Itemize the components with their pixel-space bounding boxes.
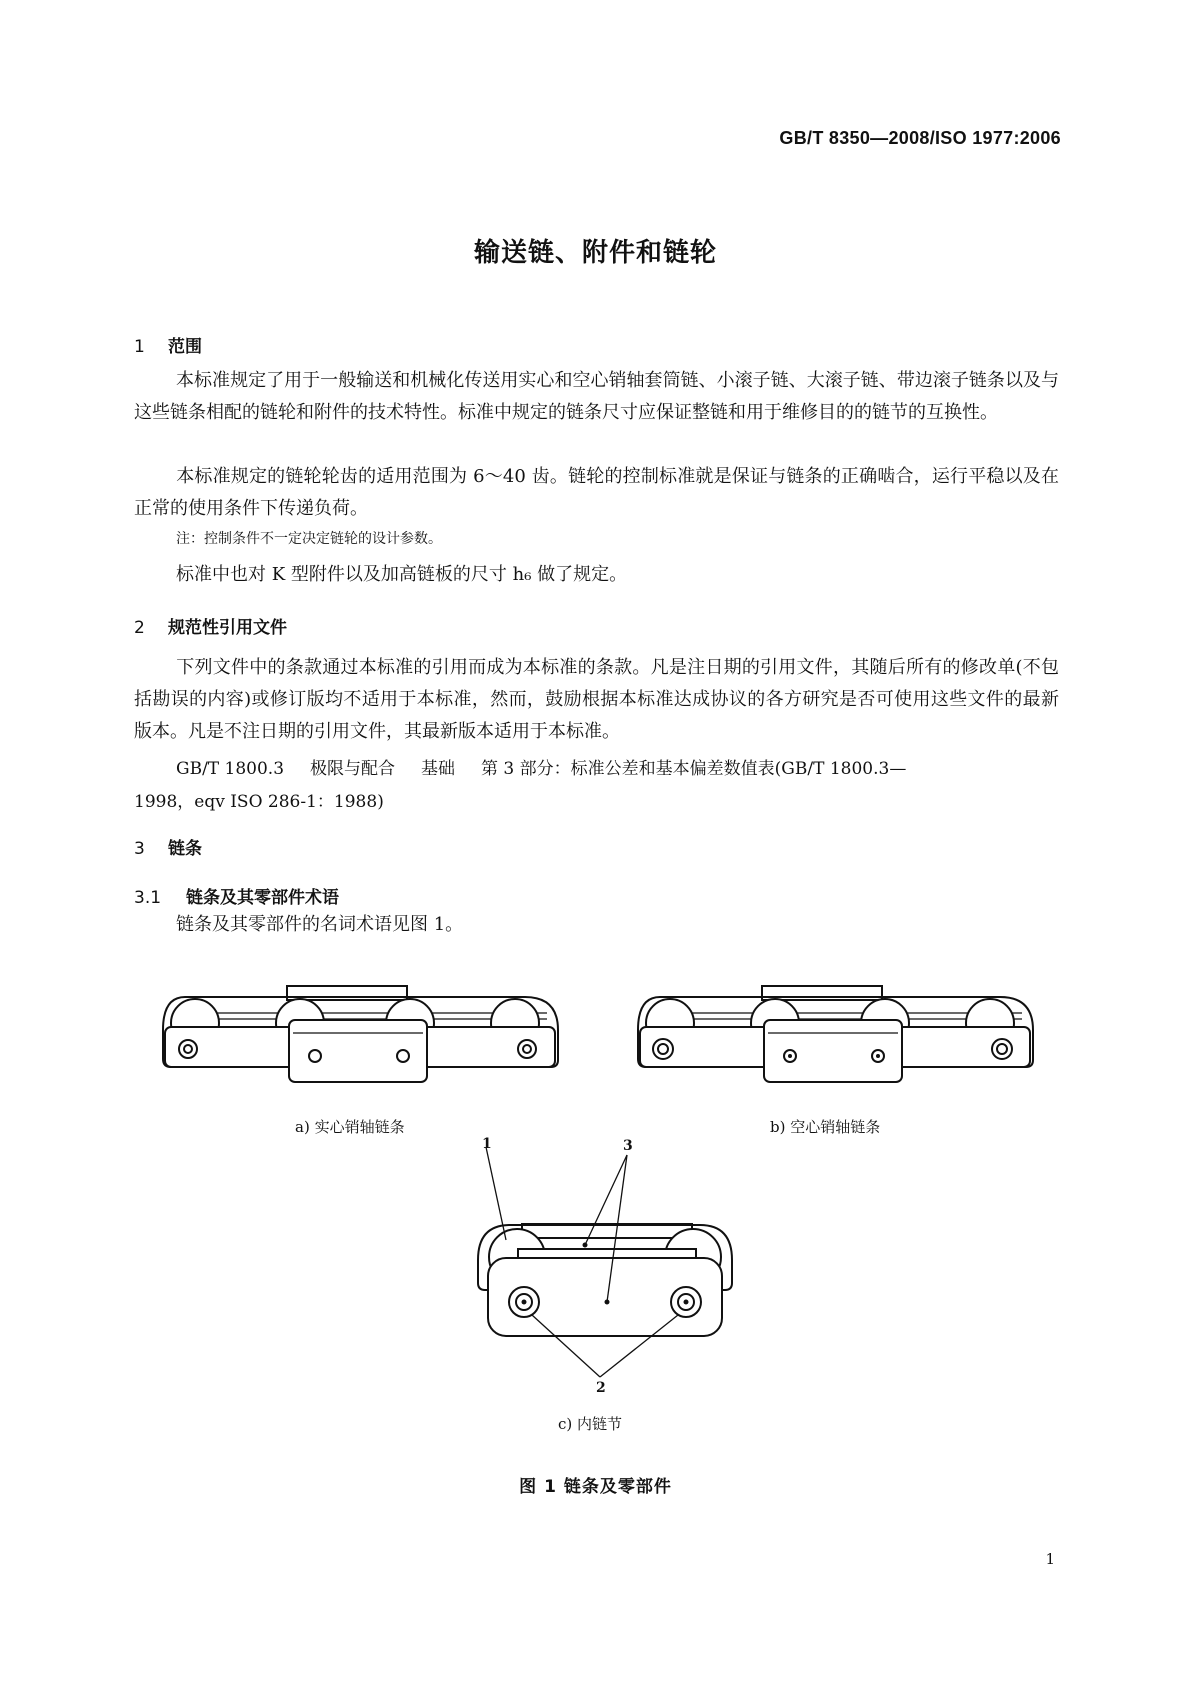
section-number: 1 (134, 337, 145, 357)
standard-number: GB/T 8350—2008/ISO 1977:2006 (779, 128, 1061, 148)
bushing-center (684, 1300, 689, 1305)
reference-continuation: 1998，eqv ISO 286-1：1988) (134, 792, 384, 812)
solid-pin-chain-drawing (155, 985, 565, 1090)
section-2-heading (134, 613, 287, 638)
section-title: 规范性引用文件 (168, 618, 287, 638)
hollow-pin-center (876, 1054, 880, 1058)
section-3-1-text (134, 909, 1059, 941)
leader-line-1 (486, 1147, 506, 1240)
paragraph-text: 本标准规定的链轮轮齿的适用范围为 6～40 齿。链轮的控制标准就是保证与链条的正确啮合，运行平稳以及在正常的使用条件下传递负荷。 (134, 466, 1059, 519)
hollow-pin-center (788, 1054, 792, 1058)
section-number: 2 (134, 618, 145, 638)
reference-part: 基础 (421, 759, 456, 779)
hollow-pin-chain-drawing (630, 985, 1040, 1090)
inner-link-drawing (470, 1165, 740, 1385)
section-1-paragraph-3 (134, 559, 1059, 591)
section-title: 链条及其零部件术语 (186, 888, 339, 908)
part-label-1: 1 (482, 1136, 492, 1152)
caption-a: a) 实心销轴链条 (295, 1118, 405, 1136)
section-number: 3.1 (134, 888, 162, 908)
document-title: 输送链、附件和链轮 (473, 238, 717, 268)
bushing-center (522, 1300, 527, 1305)
paragraph-text: 标准中也对 K 型附件以及加高链板的尺寸 h₆ 做了规定。 (176, 564, 628, 585)
section-3-1-heading (134, 883, 339, 908)
note: 注：控制条件不一定决定链轮的设计参数。 (176, 531, 442, 547)
section-1-paragraph-1 (134, 365, 1059, 429)
inner-link-plate (488, 1258, 722, 1336)
part-label-2: 2 (596, 1380, 606, 1396)
section-1-heading (134, 332, 202, 357)
reference-title: 第 3 部分：标准公差和基本偏差数值表(GB/T 1800.3— (481, 759, 907, 779)
reference-code: GB/T 1800.3 (176, 759, 285, 779)
section-1-paragraph-2 (134, 461, 1059, 525)
page-number: 1 (1045, 1550, 1055, 1568)
paragraph-text: 本标准规定了用于一般输送和机械化传送用实心和空心销轴套筒链、小滚子链、大滚子链、带边滚子链条以及与这些链条相配的链轮和附件的技术特性。标准中规定的链条尺寸应保证整链和用于维修目的的链节的互换性。 (134, 370, 1059, 423)
caption-c: c) 内链节 (558, 1415, 623, 1433)
part-label-3: 3 (623, 1138, 633, 1154)
paragraph-text: 链条及其零部件的名词术语见图 1。 (176, 914, 464, 935)
section-3-heading (134, 834, 202, 859)
section-title: 链条 (168, 839, 202, 859)
caption-b: b) 空心销轴链条 (770, 1118, 881, 1136)
section-number: 3 (134, 839, 145, 859)
bushing-line (522, 1224, 692, 1238)
section-2-paragraph-1 (134, 652, 1059, 748)
normative-reference (176, 754, 906, 779)
figure-caption: 图 1 链条及零部件 (519, 1477, 672, 1497)
reference-part: 极限与配合 (310, 759, 396, 779)
section-title: 范围 (168, 337, 202, 357)
paragraph-text: 下列文件中的条款通过本标准的引用而成为本标准的条款。凡是注日期的引用文件，其随后所有的修改单(不包括勘误的内容)或修订版均不适用于本标准，然而，鼓励根据本标准达成协议的各方研究是否可使用这些文件的最新版本。凡是不注日期的引用文件，其最新版本适用于本标准。 (134, 657, 1059, 742)
